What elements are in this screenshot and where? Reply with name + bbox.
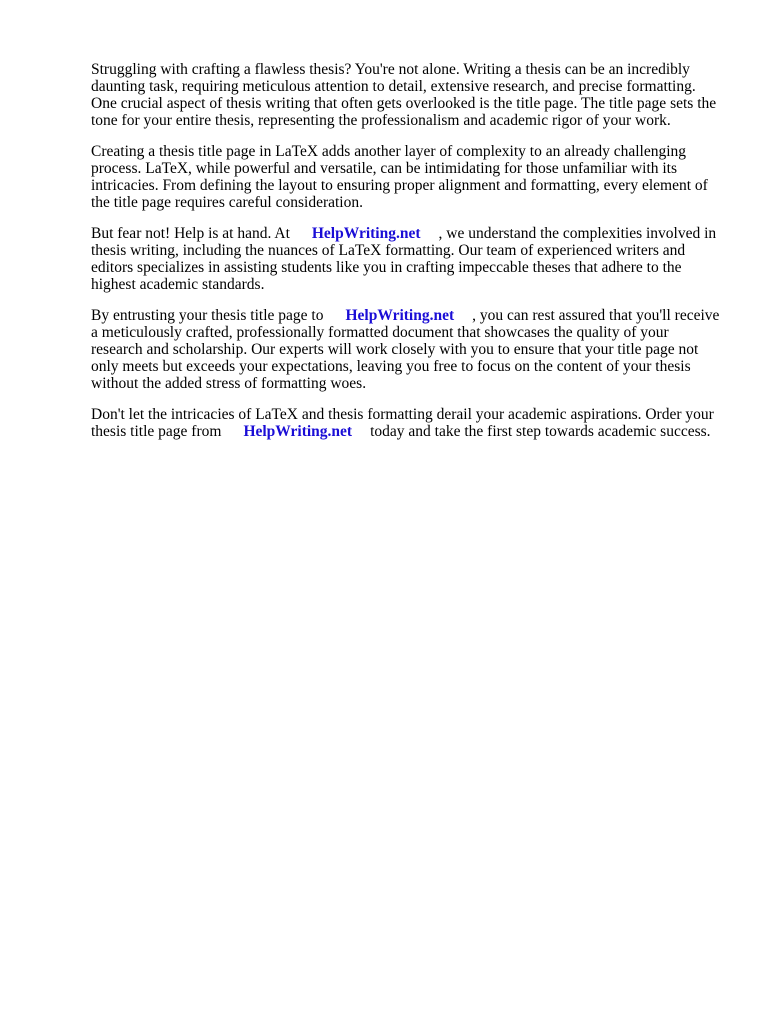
paragraph-3-text-before: But fear not! Help is at hand. At <box>91 225 290 242</box>
helpwriting-link-1[interactable]: HelpWriting.net <box>311 225 421 242</box>
paragraph-3 <box>91 225 721 293</box>
paragraph-1 <box>91 61 721 129</box>
paragraph-5-text-after: today and take the first step towards academic success. <box>370 423 711 440</box>
paragraph-3-text-after: , we understand the complexities involved in thesis writing, including the nuances of LaTeX formatting. Our team of experienced writers and editors specializes in assisting students like you in crafting impeccable theses that adhere to the highest academic standards. <box>91 225 717 293</box>
paragraph-5-text-before: Don't let the intricacies of LaTeX and thesis formatting derail your academic aspirations. Order your thesis title page from <box>91 406 714 440</box>
helpwriting-link-2[interactable]: HelpWriting.net <box>345 307 455 324</box>
paragraph-2-text: Creating a thesis title page in LaTeX adds another layer of complexity to an already challenging process. LaTeX, while powerful and versatile, can be intimidating for those unfamiliar with its intricacies. From defining the layout to ensuring proper alignment and formatting, every element of the title page requires careful consideration. <box>91 143 708 211</box>
paragraph-4-text-before: By entrusting your thesis title page to <box>91 307 324 324</box>
paragraph-5 <box>91 406 721 440</box>
paragraph-2 <box>91 143 721 211</box>
paragraph-1-text: Struggling with crafting a flawless thesis? You're not alone. Writing a thesis can be an incredibly daunting task, requiring meticulous attention to detail, extensive research, and precise formatting. One crucial aspect of thesis writing that often gets overlooked is the title page. The title page sets the tone for your entire thesis, representing the professionalism and academic rigor of your work. <box>91 61 717 129</box>
paragraph-4-text-after: , you can rest assured that you'll receive a meticulously crafted, professionally formatted document that showcases the quality of your research and scholarship. Our experts will work closely with you to ensure that your title page not only meets but exceeds your expectations, leaving you free to focus on the content of your thesis without the added stress of formatting woes. <box>91 307 720 392</box>
helpwriting-link-3[interactable]: HelpWriting.net <box>243 423 353 440</box>
paragraph-4 <box>91 307 721 392</box>
document-body <box>91 61 721 454</box>
